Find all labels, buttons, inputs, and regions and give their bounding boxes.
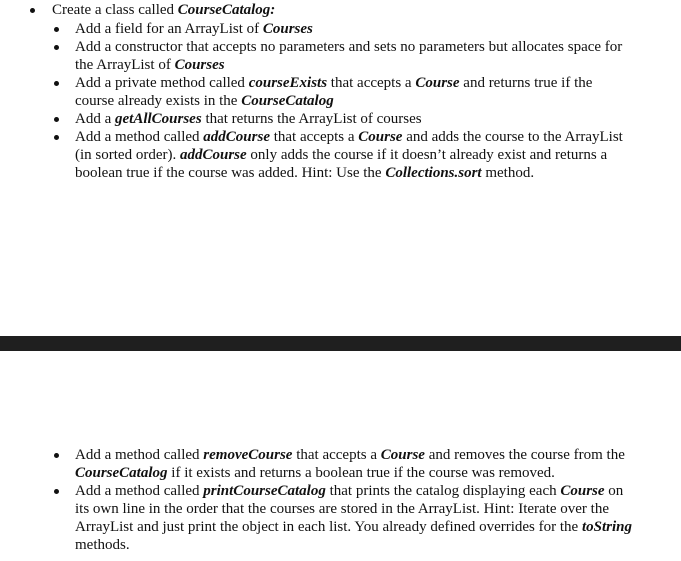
item-text: Add a: [75, 111, 115, 127]
list-item: [52, 128, 628, 182]
item-text: method.: [481, 165, 535, 181]
item-text: on its own line in the order that the courses are stored in the ArrayList. Hint: Iterate over the ArrayList and just print the object in each list. You already defined overrides for the: [75, 483, 624, 535]
item-text: Add a method called: [75, 129, 204, 145]
emphasized-term: Course: [560, 483, 605, 499]
bullet-icon: [54, 489, 59, 494]
emphasized-term: CourseCatalog: [75, 465, 168, 481]
item-text: only adds the course if it doesn’t already exist and returns a boolean true if the course was added. Hint: Use the: [75, 147, 608, 181]
main-item-prefix: Create a class called: [52, 2, 178, 18]
bullet-icon: [54, 27, 59, 32]
item-text: that accepts a: [269, 129, 359, 145]
emphasized-term: printCourseCatalog: [203, 483, 326, 499]
bullet-icon: [54, 81, 59, 86]
item-text: Add a method called: [75, 447, 204, 463]
emphasized-term: Courses: [262, 21, 313, 37]
main-item-class-name: CourseCatalog:: [177, 2, 276, 18]
item-text: Add a method called: [75, 483, 204, 499]
list-item: [52, 20, 628, 38]
emphasized-term: removeCourse: [203, 447, 293, 463]
top-sub-requirements-list: [52, 20, 652, 182]
item-text: and removes the course from the: [424, 447, 625, 463]
document-page-bottom: [0, 351, 681, 561]
bullet-icon: [54, 453, 59, 458]
emphasized-term: Collections.sort: [385, 165, 482, 181]
list-item-create-class: [0, 1, 652, 182]
item-text: Add a private method called: [75, 75, 249, 91]
item-text: if it exists and returns a boolean true if the course was removed.: [167, 465, 555, 481]
emphasized-term: addCourse: [179, 147, 247, 163]
item-text: that returns the ArrayList of courses: [201, 111, 422, 127]
emphasized-term: getAllCourses: [115, 111, 202, 127]
list-item: [52, 38, 628, 74]
bottom-sub-requirements-list: [52, 446, 652, 554]
item-text: and adds the course to the ArrayList (in sorted order).: [75, 129, 623, 163]
emphasized-term: Courses: [174, 57, 225, 73]
item-text: that prints the catalog displaying each: [325, 483, 561, 499]
bullet-icon: [30, 8, 35, 13]
emphasized-term: Course: [380, 447, 425, 463]
item-text: that accepts a: [327, 75, 416, 91]
emphasized-term: courseExists: [248, 75, 328, 91]
emphasized-term: Course: [358, 129, 403, 145]
item-text: Add a field for an ArrayList of: [75, 21, 263, 37]
item-text: and returns true if the course already exists in the: [75, 75, 593, 109]
bullet-icon: [54, 135, 59, 140]
list-item: [52, 74, 628, 110]
item-text: Add a constructor that accepts no parameters and sets no parameters but allocates space for the ArrayList of: [75, 39, 623, 73]
emphasized-term: CourseCatalog: [241, 93, 334, 109]
list-item: [52, 446, 637, 482]
emphasized-term: addCourse: [203, 129, 270, 145]
list-item: [52, 482, 637, 554]
item-text: that accepts a: [292, 447, 381, 463]
requirements-list: [0, 1, 652, 182]
bullet-icon: [54, 45, 59, 50]
emphasized-term: Course: [415, 75, 460, 91]
bullet-icon: [54, 117, 59, 122]
page-separator: [0, 336, 681, 351]
list-item: [52, 110, 628, 128]
emphasized-term: toString: [581, 519, 632, 535]
item-text: methods.: [75, 537, 130, 553]
